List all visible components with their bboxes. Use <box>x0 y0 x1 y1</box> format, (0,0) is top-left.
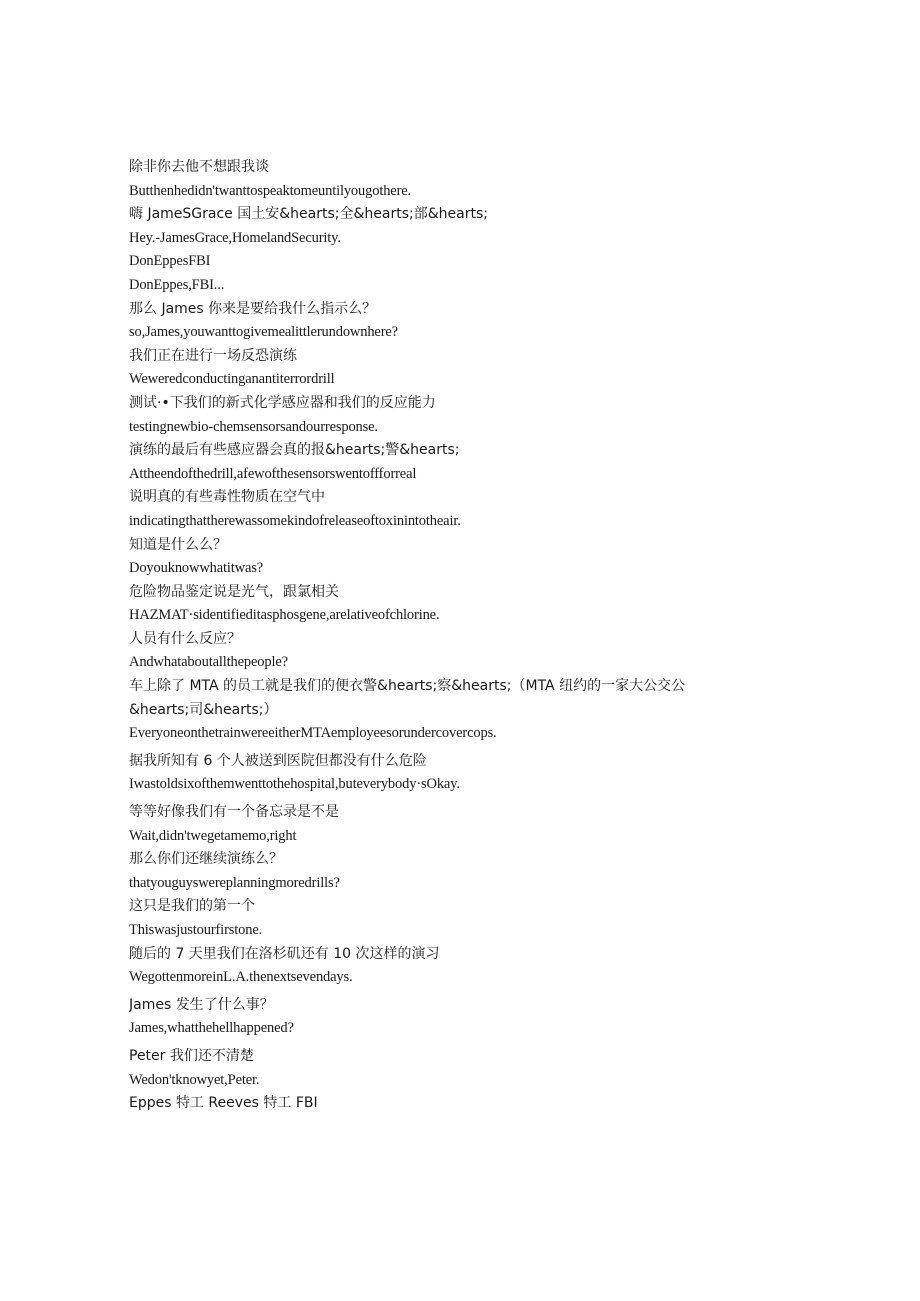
line-zh-18: Peter 我们还不清楚 <box>129 1047 254 1064</box>
line-en-20: Wedon'tknowyet,Peter. <box>129 1071 260 1088</box>
line-en-7: testingnewbio-chemsensorsandourresponse. <box>129 418 378 435</box>
line-en-17: Thiswasjustourfirstone. <box>129 922 263 938</box>
line-zh-11: 车上除了 MTA 的员工就是我们的便衣警&hearts;察&hearts;（MTA 纽约的一家大公交公 <box>129 678 686 695</box>
line-en-18: WegottenmoreinL.A.thenextsevendays. <box>129 969 353 986</box>
line-zh-16: 随后的 7 天里我们在洛杉矶还有 10 次这样的演习 <box>129 945 440 962</box>
line-en-4: DonEppes,FBI... <box>129 276 225 293</box>
line-zh-19: Eppes 特工 Reeves 特工 FBI <box>129 1095 318 1112</box>
line-en-11: HAZMAT·sidentifieditasphosgene,arelativeofchlorine. <box>129 607 440 624</box>
line-en-13: EveryoneonthetrainwereeitherMTAemployeesorundercovercops. <box>129 725 497 742</box>
line-zh-2: 嗨 JameSGrace 国土安&hearts;全&hearts;部&hearts; <box>129 206 488 223</box>
line-en-9: indicatingthattherewassomekindofreleaseoftoxinintotheair. <box>129 512 461 529</box>
line-en-1: Butthenhedidn'twanttospeaktomeuntilyougothere. <box>129 182 412 199</box>
line-en-5: so,James,youwanttogivemealittlerundownhere? <box>129 324 398 341</box>
line-en-12: Andwhataboutallthepeople? <box>129 654 288 671</box>
line-zh-17: James 发生了什么事？ <box>129 996 274 1013</box>
line-en-15: Wait,didn'twegetamemo,right <box>129 827 297 844</box>
line-zh-5: 测试·•下我们的新式化学感应器和我们的反应能力 <box>129 394 436 411</box>
line-zh-12: 据我所知有 6 个人被送到医院但都没有什么危险 <box>129 752 427 769</box>
line-zh-15: 这只是我们的第一个 <box>129 898 255 915</box>
line-zh-10: 人员有什么反应？ <box>129 630 241 647</box>
line-zh-1: 除非你去他不想跟我谈 <box>129 159 269 175</box>
line-zh-8: 知道是什么么？ <box>129 536 227 553</box>
line-zh-11-cont: &hearts;司&hearts;） <box>129 701 278 718</box>
line-zh-4: 我们正在进行一场反恐演练 <box>129 347 297 364</box>
line-en-6: Weweredconductinganantiterrordrill <box>129 371 335 388</box>
line-en-3: DonEppesFBI <box>129 253 211 270</box>
line-en-2: Hey.-JamesGrace,HomelandSecurity. <box>129 229 341 246</box>
line-en-14: Iwastoldsixofthemwenttothehospital,buteverybody·sOkay. <box>129 776 460 793</box>
line-zh-13: 等等好像我们有一个备忘录是不是 <box>129 804 339 821</box>
line-zh-9: 危险物品鉴定说是光气，跟氯相关 <box>129 583 339 600</box>
line-en-16: thatyouguyswereplanningmoredrills? <box>129 874 340 891</box>
line-zh-6: 演练的最后有些感应器会真的报&hearts;警&hearts; <box>129 442 460 459</box>
line-en-10: Doyouknowwhatitwas? <box>129 560 264 577</box>
line-zh-14: 那么你们还继续演练么？ <box>129 851 283 868</box>
line-zh-7: 说明真的有些毒性物质在空气中 <box>129 489 325 506</box>
line-en-8: Attheendofthedrill,afewofthesensorswentoffforreal <box>129 465 417 482</box>
transcript-lines <box>129 156 769 1116</box>
line-zh-3: 那么 James 你来是要给我什么指示么？ <box>129 300 377 317</box>
line-en-19: James,whatthehellhappened? <box>129 1020 294 1037</box>
